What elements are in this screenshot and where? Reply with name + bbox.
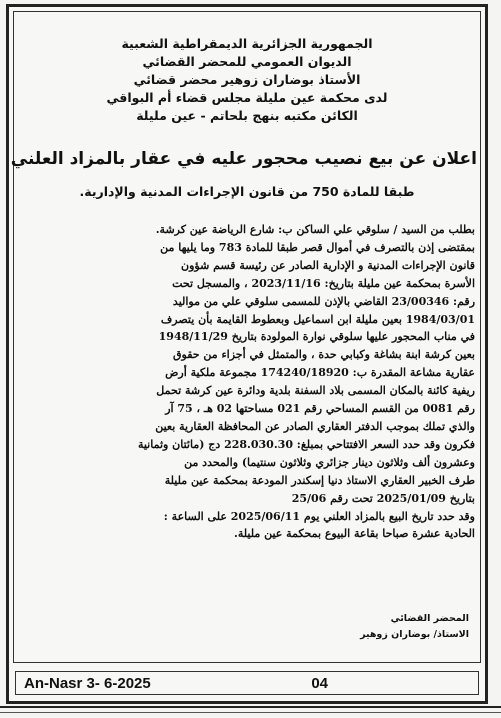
body-line: الأسرة بمحكمة عين مليلة بتاريخ: 2023/11/16 ، والمسجل تحت	[172, 276, 475, 290]
announcement-headline: اعلان عن بيع نصيب محجور عليه في عقار بالمزاد العلني	[10, 149, 477, 169]
announcement-body	[19, 221, 475, 543]
signature-name: الاستاذ/ بوضاران زوهير	[360, 629, 469, 640]
publication-date: An-Nasr 3- 6-2025	[24, 675, 151, 692]
announcement-frame	[6, 4, 488, 704]
body-line: بتاريخ 2025/01/09 تحت رقم 25/06	[291, 491, 475, 505]
page-number: 04	[311, 675, 328, 692]
body-line: بطلب من السيد / سلوقي علي الساكن ب: شارع الرياضة عين كرشة.	[155, 223, 475, 236]
header-line: الكائن مكتبه بنهج بلحاتم - عين مليلة	[136, 108, 358, 123]
body-line: فكرون وقد حدد السعر الافتتاحي بمبلغ: 228.030.30 دج (مائتان وثمانية	[137, 437, 475, 451]
publication-footer	[15, 671, 479, 695]
body-line: طرف الخبير العقاري الاستاذ دنيا إسكندر المودعة بمحكمة عين مليلة	[164, 473, 475, 487]
body-line: 1984/03/01 بعين مليلة ابن اسماعيل وبعطوط القايمة بأن يتصرف	[160, 312, 475, 326]
body-line: ريفية كائنة بالمكان المسمى بلاد السفنة بلدية ودائرة عين كرشة تحمل	[156, 384, 475, 398]
header-line: الديوان العمومي للمحضر القضائي	[142, 54, 352, 69]
body-line: قانون الإجراءات المدنية و الإدارية الصادر عن رئيسة قسم شؤون	[181, 258, 475, 272]
body-line: بعين كرشة ابنة بشاغة وكبابي حدة ، والمتمثل في أجزاء من حقوق	[173, 348, 475, 362]
body-line: والذي تملك بموجب الدفتر العقاري الصادر عن المحافظة العقارية بعين	[155, 419, 475, 433]
header-line: الجمهورية الجزائرية الديمقراطية الشعبية	[121, 36, 373, 51]
body-line: وقد حدد تاريخ البيع بالمزاد العلني يوم 2025/06/11 على الساعة :	[163, 509, 475, 523]
signature-block	[360, 611, 469, 643]
header-line: لدى محكمة عين مليلة مجلس قضاء أم البواقي	[106, 90, 388, 105]
body-line: رقم: 23/00346 القاضي بالإذن للمسمى سلوقي علي من مواليد	[172, 294, 475, 308]
bottom-rule-thin	[0, 712, 501, 713]
body-line: الحادية عشرة صباحا بقاعة البيوع بمحكمة عين مليلة.	[234, 527, 475, 541]
body-line: رقم 0081 من القسم المساحي رقم 021 مساحتها 02 هـ ، 75 آر	[165, 402, 475, 416]
announcement-subheadline: طبقا للمادة 750 من قانون الإجراءات المدنية والإدارية.	[79, 184, 415, 199]
body-line: عقارية مشاعة المقدرة ب: 174240/18920 مجموعة ملكية أرض	[165, 366, 475, 380]
body-line: وعشرون ألف وثلاثون دينار جزائري وثلاثون سنتيما) والمحدد من	[184, 455, 475, 469]
body-line: بمقتضى إذن بالتصرف في أموال قصر طبقا للمادة 783 وما يليها من	[160, 240, 475, 254]
body-line: في مناب المحجور عليها سلوقي نوارة المولودة بتاريخ 1948/11/29	[158, 330, 475, 344]
header-block	[17, 35, 477, 125]
signature-title: المحضر القضائي	[390, 613, 469, 624]
header-line: الأستاذ بوضاران زوهير محضر قضائي	[133, 72, 361, 87]
bottom-rule	[0, 706, 501, 708]
